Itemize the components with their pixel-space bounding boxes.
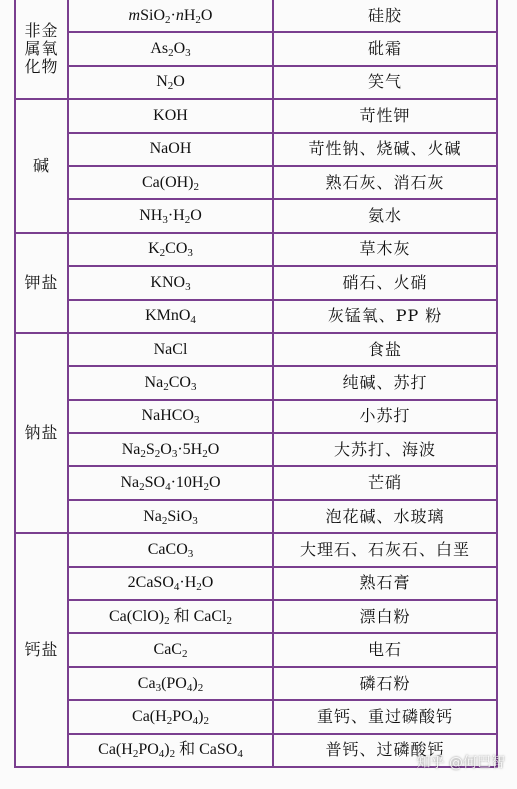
formula-cell <box>68 533 273 566</box>
formula-part: KNO <box>150 273 186 291</box>
formula-part: NaHCO <box>141 407 194 425</box>
formula-subscript: 4 <box>165 481 171 494</box>
common-name: 小苏打 <box>359 406 411 426</box>
table-row <box>15 533 497 566</box>
common-name: 砒霜 <box>367 39 402 59</box>
formula-part: NaCl <box>153 340 188 358</box>
common-name: 硝石、火硝 <box>342 272 428 292</box>
category-cell <box>15 533 68 767</box>
formula-subscript: 2 <box>167 80 174 93</box>
common-name: 电石 <box>367 640 402 660</box>
formula-part: O <box>190 207 202 225</box>
formula-subscript: 4 <box>158 748 165 761</box>
formula-subscript: 2 <box>154 447 161 460</box>
common-name: 大理石、石灰石、白垩 <box>299 539 470 559</box>
formula-part: KMnO <box>145 307 191 325</box>
formula-cell <box>68 333 273 366</box>
formula-part: H <box>183 6 196 24</box>
table-row <box>15 700 497 733</box>
common-name-cell <box>273 466 497 499</box>
common-name-cell <box>273 600 497 633</box>
formula-part: Ca(OH) <box>141 173 194 191</box>
common-name-cell <box>273 500 497 533</box>
formula-subscript: 2 <box>203 481 209 494</box>
formula-part: Na <box>121 440 141 458</box>
formula-part: ) <box>164 741 170 759</box>
formula-part: O <box>160 440 172 458</box>
formula-subscript: 2 <box>168 47 174 60</box>
chemical-names-table <box>14 0 498 768</box>
formula-subscript: 4 <box>186 681 193 694</box>
formula-cell <box>68 466 273 499</box>
formula-subscript: 2 <box>197 681 204 694</box>
formula-subscript: 4 <box>192 714 199 727</box>
formula-subscript: 2 <box>163 380 169 393</box>
formula-subscript: 3 <box>190 380 197 393</box>
formula-part: CO <box>168 373 191 391</box>
formula-cell <box>68 233 273 266</box>
formula-subscript: 2 <box>203 714 209 727</box>
formula-subscript: 2 <box>139 481 145 494</box>
common-name-cell <box>273 32 497 65</box>
common-name: 普钙、过磷酸钙 <box>325 740 445 760</box>
common-name-cell <box>273 99 497 132</box>
formula-part: CaCO <box>147 540 188 558</box>
common-name-cell <box>273 133 497 166</box>
common-name-cell <box>273 667 497 700</box>
formula-subscript: 2 <box>161 514 168 527</box>
formula-cell <box>68 567 273 600</box>
formula-part: Na <box>144 373 164 391</box>
table-row <box>15 433 497 466</box>
formula-subscript: 4 <box>173 581 180 594</box>
formula-part: PO <box>172 707 193 725</box>
common-name: 漂白粉 <box>359 606 411 626</box>
category-label: 钾盐 <box>24 272 59 292</box>
table-row <box>15 667 497 700</box>
table-row <box>15 600 497 633</box>
formula-part: Ca(ClO) <box>108 607 165 625</box>
category-cell <box>15 233 68 333</box>
formula-subscript: 4 <box>190 314 196 327</box>
table-row <box>15 133 497 166</box>
formula-part: SiO <box>167 507 193 525</box>
common-name: 纯碱、苏打 <box>342 372 428 392</box>
table-row <box>15 32 497 65</box>
formula-part: O <box>173 40 186 58</box>
formula-part: O <box>173 73 185 91</box>
formula-subscript: 3 <box>171 447 178 460</box>
formula-subscript: 2 <box>165 13 171 26</box>
formula-part: 和 CaSO <box>175 741 238 759</box>
common-name-cell <box>273 333 497 366</box>
formula-part: SO <box>144 474 166 492</box>
formula-cell <box>68 266 273 299</box>
formula-subscript: 3 <box>193 414 200 427</box>
formula-part: ) <box>192 674 198 692</box>
category-cell <box>15 99 68 233</box>
formula-cell <box>68 133 273 166</box>
common-name: 磷石粉 <box>359 673 411 693</box>
formula-part: 和 CaCl <box>169 607 227 625</box>
common-name-cell <box>273 433 497 466</box>
formula-subscript: 2 <box>193 180 200 193</box>
formula-part: (PO <box>161 674 187 692</box>
table-row <box>15 633 497 666</box>
common-name: 芒硝 <box>367 473 402 493</box>
formula-subscript: 3 <box>185 280 191 293</box>
formula-part: NaOH <box>149 140 192 158</box>
category-cell <box>15 0 68 99</box>
category-label: 钙盐 <box>24 640 59 660</box>
table-row <box>15 466 497 499</box>
formula-subscript: 2 <box>164 614 170 627</box>
formula-part: ·10H <box>170 474 204 492</box>
common-name: 氨水 <box>367 206 402 226</box>
formula-cell <box>68 66 273 99</box>
formula-cell <box>68 667 273 700</box>
watermark: 知乎 @何巴智 <box>416 755 505 771</box>
formula-subscript: 2 <box>181 648 188 661</box>
formula-subscript: 2 <box>184 214 191 227</box>
formula-part: KOH <box>153 106 188 124</box>
common-name-cell <box>273 199 497 232</box>
formula-cell <box>68 366 273 399</box>
formula-subscript: 3 <box>192 514 198 527</box>
formula-cell <box>68 0 273 32</box>
formula-part: Ca(H <box>132 707 167 725</box>
formula-subscript: 4 <box>237 748 243 761</box>
common-name: 泡花碱、水玻璃 <box>325 506 445 526</box>
formula-part: 2CaSO <box>127 574 174 592</box>
formula-cell <box>68 199 273 232</box>
common-name: 灰锰氧、PP 粉 <box>327 306 443 326</box>
category-label: 非金 属氧 化物 <box>24 21 59 77</box>
formula-subscript: 3 <box>155 681 162 694</box>
formula-part: Na <box>143 507 162 525</box>
common-name: 草木灰 <box>359 239 411 259</box>
formula-cell <box>68 400 273 433</box>
common-name-cell <box>273 66 497 99</box>
common-name-cell <box>273 166 497 199</box>
formula-cell <box>68 433 273 466</box>
table-row <box>15 66 497 99</box>
common-name-cell <box>273 633 497 666</box>
formula-cell <box>68 166 273 199</box>
common-name-cell <box>273 0 497 32</box>
formula-part: n <box>175 6 184 24</box>
formula-subscript: 2 <box>132 748 139 761</box>
table-row <box>15 500 497 533</box>
formula-cell <box>68 300 273 333</box>
formula-part: CaC <box>153 641 182 659</box>
formula-part: O <box>201 574 214 592</box>
table-row <box>15 0 497 32</box>
common-name: 重钙、重过磷酸钙 <box>316 706 453 726</box>
formula-cell <box>68 32 273 65</box>
formula-part: ·5H <box>177 440 203 458</box>
table-row <box>15 567 497 600</box>
table-row <box>15 99 497 132</box>
formula-subscript: 3 <box>185 47 191 60</box>
formula-part: m <box>128 6 141 24</box>
table-row <box>15 366 497 399</box>
formula-part: ·H <box>167 207 185 225</box>
formula-part: CO <box>165 240 188 258</box>
formula-subscript: 3 <box>187 547 194 560</box>
table-body <box>15 0 497 767</box>
common-name: 苛性钾 <box>359 105 411 125</box>
formula-part: S <box>145 440 155 458</box>
category-label: 钠盐 <box>24 423 59 443</box>
formula-part: N <box>156 73 168 91</box>
common-name-cell <box>273 700 497 733</box>
common-name: 硅胶 <box>367 5 402 25</box>
table-row <box>15 300 497 333</box>
common-name-cell <box>273 366 497 399</box>
common-name-cell <box>273 300 497 333</box>
formula-subscript: 2 <box>140 447 146 460</box>
common-name: 大苏打、海波 <box>333 439 436 459</box>
category-cell <box>15 333 68 533</box>
common-name-cell <box>273 233 497 266</box>
formula-cell <box>68 633 273 666</box>
formula-part: ·H <box>179 574 197 592</box>
formula-part: O <box>208 474 221 492</box>
formula-part: As <box>150 40 169 58</box>
formula-part: Na <box>120 474 140 492</box>
common-name-cell <box>273 400 497 433</box>
formula-part: O <box>200 6 213 24</box>
common-name-cell <box>273 266 497 299</box>
common-name: 食盐 <box>367 339 402 359</box>
formula-part: O <box>207 440 220 458</box>
formula-subscript: 2 <box>226 614 232 627</box>
formula-part: ) <box>198 707 204 725</box>
formula-part: · <box>170 6 176 24</box>
formula-subscript: 2 <box>169 748 176 761</box>
formula-subscript: 3 <box>187 247 193 260</box>
formula-cell <box>68 734 273 767</box>
formula-subscript: 2 <box>166 714 173 727</box>
formula-subscript: 2 <box>196 581 202 594</box>
formula-subscript: 3 <box>162 214 168 227</box>
formula-subscript: 2 <box>202 447 208 460</box>
common-name-cell <box>273 533 497 566</box>
formula-cell <box>68 600 273 633</box>
common-name: 熟石灰、消石灰 <box>325 172 445 192</box>
table-row <box>15 199 497 232</box>
table-row <box>15 166 497 199</box>
table-row <box>15 400 497 433</box>
formula-part: Ca <box>137 674 156 692</box>
formula-part: K <box>148 240 160 258</box>
formula-cell <box>68 99 273 132</box>
formula-part: SiO <box>140 6 165 24</box>
formula-cell <box>68 500 273 533</box>
common-name: 苛性钠、烧碱、火碱 <box>308 139 462 159</box>
table-row <box>15 266 497 299</box>
formula-subscript: 2 <box>159 247 166 260</box>
formula-part: PO <box>138 741 159 759</box>
common-name: 笑气 <box>367 72 402 92</box>
common-name-cell <box>273 567 497 600</box>
category-label: 碱 <box>32 155 50 175</box>
table-row <box>15 333 497 366</box>
formula-subscript: 2 <box>195 13 201 26</box>
common-name: 熟石膏 <box>359 573 411 593</box>
formula-part: NH <box>139 207 163 225</box>
formula-part: Ca(H <box>98 741 133 759</box>
table-row <box>15 233 497 266</box>
formula-cell <box>68 700 273 733</box>
